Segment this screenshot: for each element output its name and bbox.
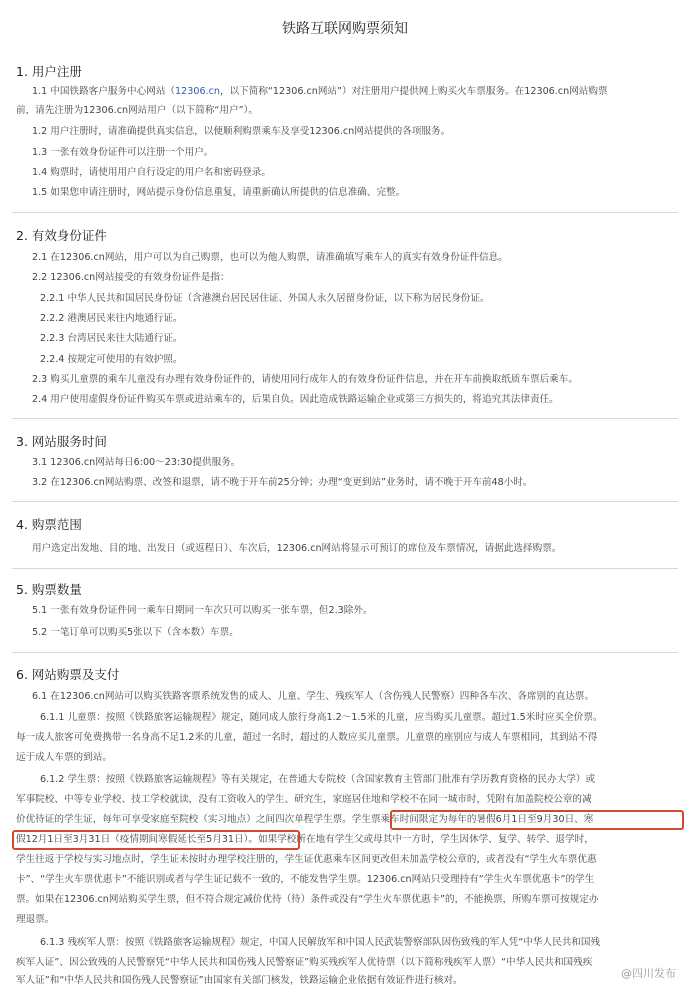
paragraph-line: 军人证”和“中华人民共和国伤残人民警察证”由国家有关部门核发，铁路运输企业依据有效证件进行核对。 bbox=[16, 975, 463, 986]
highlighted-text: 假12月1日至3月31日（疫情期间寒假延长至5月31日）。 bbox=[16, 834, 259, 845]
section-divider bbox=[12, 652, 678, 653]
paragraph-line: 6.1 在12306.cn网站可以购买铁路客票系统发售的成人、儿童、学生、残疾军人（含伤残人民警察）四种各车次、各席别的直达票。 bbox=[32, 691, 595, 702]
paragraph-line: 3.1 12306.cn网站每日6:00～23:30提供服务。 bbox=[32, 457, 241, 468]
paragraph-line: 用户选定出发地、目的地、出发日（或返程日）、车次后，12306.cn网站将显示可预订的席位及车票情况，请据此选择购票。 bbox=[32, 543, 562, 554]
paragraph-line: 2.2 12306.cn网站接受的有效身份证件是指： bbox=[32, 272, 230, 283]
section-divider bbox=[12, 418, 678, 419]
section-heading-purchase-scope: 4. 购票范围 bbox=[16, 517, 82, 532]
paragraph-line: 理退票。 bbox=[16, 914, 55, 925]
text-segment: 1.1 中国铁路客户服务中心网站（ bbox=[32, 86, 176, 97]
paragraph-line: 1.5 如果您申请注册时，网站提示身份信息重复，请重新确认所提供的信息准确、完整。 bbox=[32, 187, 406, 198]
paragraph-line: 前，请先注册为12306.cn网站用户（以下简称“用户”）。 bbox=[16, 105, 258, 116]
section-heading-service-hours: 3. 网站服务时间 bbox=[16, 434, 107, 449]
paragraph-line: 军事院校、中等专业学校、技工学校就读，没有工资收入的学生、研究生，家庭居住地和学校不在同一城市时，凭附有加盖院校公章的减 bbox=[16, 794, 592, 805]
section-heading-valid-id: 2. 有效身份证件 bbox=[16, 228, 107, 243]
paragraph-line bbox=[16, 814, 593, 826]
section-heading-user-registration: 1. 用户注册 bbox=[16, 64, 82, 79]
page-title: 铁路互联网购票须知 bbox=[282, 21, 408, 37]
paragraph-line: 每一成人旅客可免费携带一名身高不足1.2米的儿童，超过一名时，超过的人数应买儿童票。儿童票的座别应与成人车票相同，其到站不得 bbox=[16, 732, 598, 743]
paragraph-line: 2.2.2 港澳居民来往内地通行证。 bbox=[40, 313, 183, 324]
site-link[interactable]: 12306.cn bbox=[175, 86, 220, 97]
watermark: @四川发布 bbox=[621, 967, 676, 980]
paragraph-line: 2.2.4 按规定可使用的有效护照。 bbox=[40, 354, 183, 365]
paragraph-line: 远于成人车票的到站。 bbox=[16, 752, 112, 763]
section-heading-online-purchase: 6. 网站购票及支付 bbox=[16, 667, 120, 682]
section-divider bbox=[12, 501, 678, 502]
section-divider bbox=[12, 568, 678, 569]
paragraph-line: 疾军人证”、因公致残的人民警察凭“中华人民共和国伤残人民警察证”购买残疾军人优待票（以下简称残疾军人票）“中华人民共和国残疾 bbox=[16, 957, 593, 968]
paragraph-line: 2.2.3 台湾居民来往大陆通行证。 bbox=[40, 333, 183, 344]
section-divider bbox=[12, 212, 678, 213]
paragraph-line: 学生往返于学校与实习地点时，学生证未按时办理学校注册的，学生证优惠乘车区间更改但未加盖学校公章的，或者没有“学生火车票优惠 bbox=[16, 854, 597, 865]
paragraph-line: 5.2 一笔订单可以购买5张以下（含本数）车票。 bbox=[32, 627, 239, 638]
paragraph-line: 2.4 用户使用虚假身份证件购买车票或进站乘车的，后果自负。因此造成铁路运输企业或第三方损失的，将追究其法律责任。 bbox=[32, 394, 559, 405]
text-segment: 如果学校所在地有学生父或母其中一方时，学生因休学、复学、转学、退学时， bbox=[258, 834, 594, 845]
paragraph-line: 3.2 在12306.cn网站购票、改签和退票，请不晚于开车前25分钟；办理“变更到站”业务时，请不晚于开车前48小时。 bbox=[32, 477, 533, 488]
paragraph-line: 6.1.2 学生票：按照《铁路旅客运输规程》等有关规定，在普通大专院校（含国家教育主管部门批准有学历教育资格的民办大学）或 bbox=[40, 774, 596, 785]
paragraph-line: 5.1 一张有效身份证件同一乘车日期同一车次只可以购买一张车票，但2.3除外。 bbox=[32, 605, 373, 616]
paragraph-line: 1.3 一张有效身份证件可以注册一个用户。 bbox=[32, 147, 214, 158]
paragraph-line: 2.3 购买儿童票的乘车儿童没有办理有效身份证件的，请使用同行成年人的有效身份证件信息，并在开车前换取纸质车票后乘车。 bbox=[32, 374, 578, 385]
paragraph-line: 1.4 购票时，请使用用户自行设定的用户名和密码登录。 bbox=[32, 167, 271, 178]
paragraph-line bbox=[16, 834, 594, 846]
section-heading-ticket-quantity: 5. 购票数量 bbox=[16, 582, 82, 597]
highlighted-text: 学生票乘车时间限定为每年的暑假6月1日至9月30日、寒 bbox=[351, 814, 594, 825]
paragraph-line: 2.2.1 中华人民共和国居民身份证（含港澳台居民居住证、外国人永久居留身份证，以下称为居民身份证。 bbox=[40, 293, 490, 304]
text-segment: ，以下简称“12306.cn网站”）对注册用户提供网上购买火车票服务。在12306.cn网站购票 bbox=[219, 86, 608, 97]
paragraph-line: 1.2 用户注册时，请准确提供真实信息，以便顺利购票乘车及享受12306.cn网站提供的各项服务。 bbox=[32, 126, 451, 137]
paragraph-line bbox=[32, 86, 608, 98]
text-segment: 价优待证的学生证，每年可享受家庭至院校（实习地点）之间四次单程学生票。 bbox=[16, 814, 352, 825]
paragraph-line: 票。如果在12306.cn网站购买学生票，但不符合规定减价优待（待）条件或没有“学生火车票优惠卡”的，不能换票，所购车票可按规定办 bbox=[16, 894, 599, 905]
paragraph-line: 2.1 在12306.cn网站，用户可以为自己购票，也可以为他人购票，请准确填写乘车人的真实有效身份证件信息。 bbox=[32, 252, 508, 263]
paragraph-line: 6.1.1 儿童票：按照《铁路旅客运输规程》规定，随同成人旅行身高1.2～1.5米的儿童，应当购买儿童票。超过1.5米时应买全价票。 bbox=[40, 712, 603, 723]
paragraph-line: 6.1.3 残疾军人票：按照《铁路旅客运输规程》规定，中国人民解放军和中国人民武装警察部队因伤致残的军人凭“中华人民共和国残 bbox=[40, 937, 601, 948]
paragraph-line: 卡”、“学生火车票优惠卡”不能识别或者与学生证记载不一致的，不能发售学生票。12306.cn网站只受理持有“学生火车票优惠卡”的学生 bbox=[16, 874, 595, 885]
